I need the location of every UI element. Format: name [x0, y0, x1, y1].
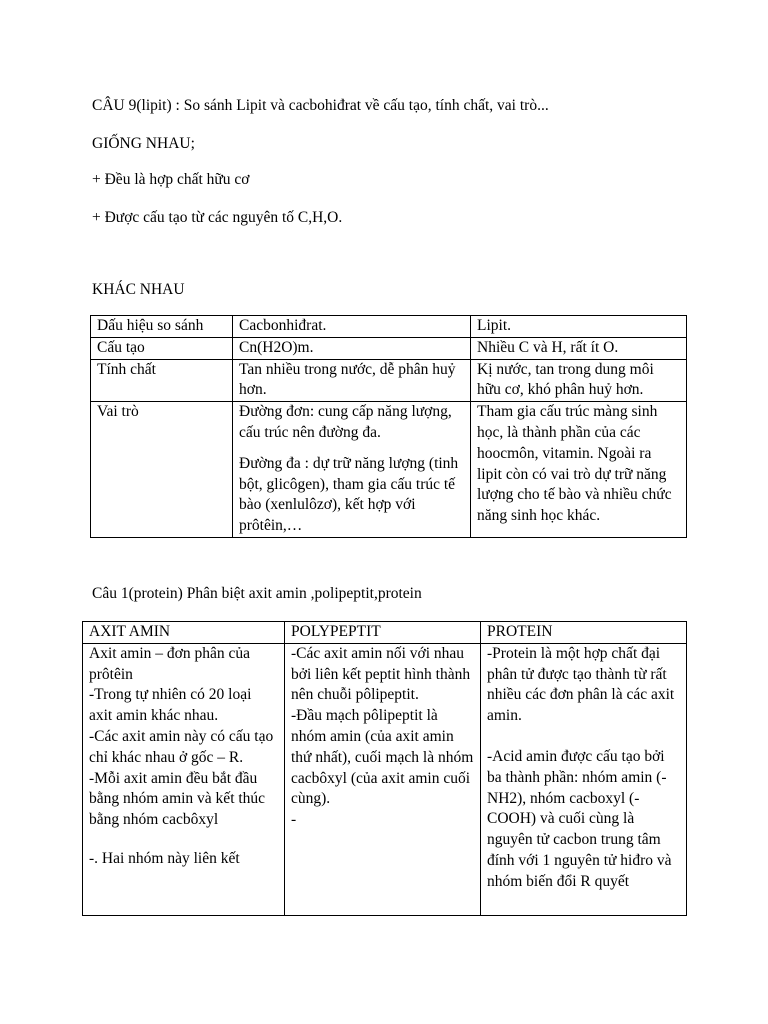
similarity-point-1: + Đều là hợp chất hữu cơ — [92, 171, 250, 188]
row-label-structure: Cấu tạo — [91, 337, 233, 359]
lipid-carb-comparison-table — [90, 315, 687, 538]
protein-line-2: -Acid amin được cấu tạo bởi ba thành phần: nhóm amin (-NH2), nhóm cacboxyl (-COOH) và cuối cùng là nguyên tử cacbon trung tâm đính với 1 nguyên tử hiđro và nhóm biến đổi R quyết — [487, 747, 672, 890]
carb-role — [233, 402, 471, 538]
row-label-properties: Tính chất — [91, 359, 233, 402]
header-protein: PROTEIN — [481, 622, 687, 644]
protein-cell — [481, 643, 687, 915]
lipid-role: Tham gia cấu trúc màng sinh học, là thành phần của các hoocmôn, vitamin. Ngoài ra lipit còn có vai trò dự trữ năng lượng cho tế bào và nhiều chức năng sinh học khác. — [471, 402, 687, 538]
header-amino-acid: AXIT AMIN — [83, 622, 285, 644]
question-9-heading: CÂU 9(lipit) : So sánh Lipit và cacbohiđrat về cấu tạo, tính chất, vai trò... — [92, 97, 549, 114]
table-row — [83, 643, 687, 915]
amino-acid-cell — [83, 643, 285, 915]
table-row — [91, 359, 687, 402]
similarities-title: GIỐNG NHAU; — [92, 135, 195, 152]
header-polypeptide: POLYPEPTIT — [285, 622, 481, 644]
amino-line-5: -. Hai nhóm này liên kết — [89, 849, 240, 867]
differences-title: KHÁC NHAU — [92, 281, 185, 298]
poly-line-2: -Đầu mạch pôlipeptit là nhóm amin (của axit amin thứ nhất), cuối mạch là nhóm cacbôxyl (của axit amin cuối cùng). — [291, 707, 474, 808]
header-carbohydrate: Cacbonhiđrat. — [233, 316, 471, 338]
header-lipid: Lipit. — [471, 316, 687, 338]
carb-structure: Cn(H2O)m. — [233, 337, 471, 359]
table-header-row — [91, 316, 687, 338]
table-header-row — [83, 622, 687, 644]
carb-role-polysaccharide: Đường đa : dự trữ năng lượng (tinh bột, glicôgen), tham gia cấu trúc tế bào (xenlulôzơ), kết hợp với prôtêin,… — [239, 454, 459, 535]
question-1-heading: Câu 1(protein) Phân biệt axit amin ,polipeptit,protein — [92, 585, 422, 602]
row-label-role: Vai trò — [91, 402, 233, 538]
carb-properties: Tan nhiều trong nước, dễ phân huỷ hơn. — [233, 359, 471, 402]
lipid-properties: Kị nước, tan trong dung môi hữu cơ, khó phân huỷ hơn. — [471, 359, 687, 402]
table-row — [91, 402, 687, 538]
amino-line-4: -Mỗi axit amin đều bắt đầu bằng nhóm amin và kết thúc bằng nhóm cacbôxyl — [89, 769, 266, 829]
protein-line-1: -Protein là một hợp chất đại phân tử được tạo thành từ rất nhiều các đơn phân là các axit amin. — [487, 644, 675, 725]
amino-polypeptide-protein-table — [82, 621, 687, 916]
amino-line-3: -Các axit amin này có cấu tạo chỉ khác nhau ở gốc – R. — [89, 727, 274, 766]
polypeptide-cell — [285, 643, 481, 915]
amino-line-1: Axit amin – đơn phân của prôtêin — [89, 644, 251, 683]
similarity-point-2: + Được cấu tạo từ các nguyên tố C,H,O. — [92, 209, 343, 226]
table-row — [91, 337, 687, 359]
carb-role-monosaccharide: Đường đơn: cung cấp năng lượng, cấu trúc nên đường đa. — [239, 403, 452, 441]
poly-line-3: - — [291, 811, 297, 829]
poly-line-1: -Các axit amin nối với nhau bởi liên kết peptit hình thành nên chuỗi pôlipeptit. — [291, 644, 471, 704]
amino-line-2: -Trong tự nhiên có 20 loại axit amin khác nhau. — [89, 686, 252, 725]
lipid-structure: Nhiều C và H, rất ít O. — [471, 337, 687, 359]
header-criteria: Dấu hiệu so sánh — [91, 316, 233, 338]
